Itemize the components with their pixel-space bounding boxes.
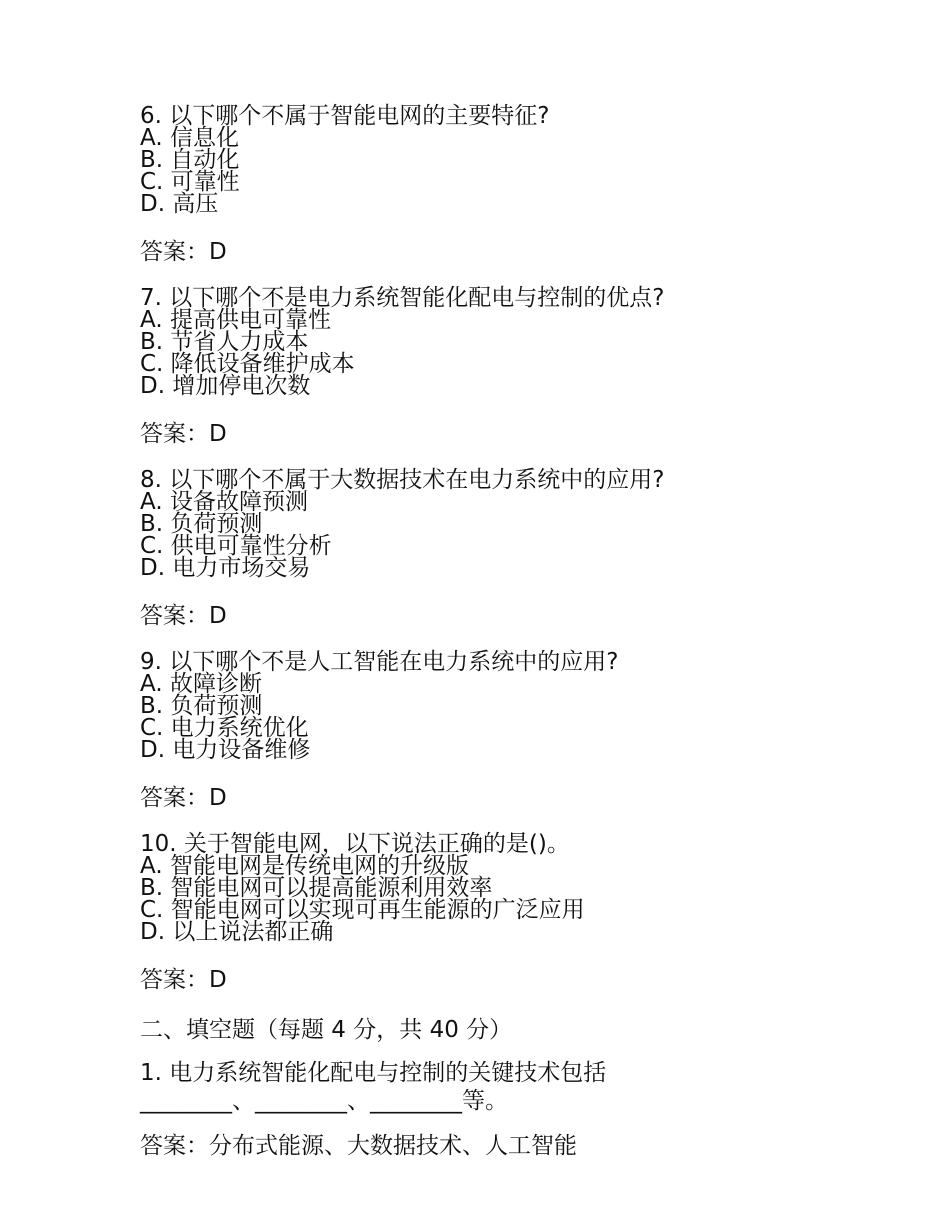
option-b: B. 负荷预测 bbox=[140, 693, 263, 719]
question-stem: 7. 以下哪个不是电力系统智能化配电与控制的优点? bbox=[140, 285, 665, 311]
option-d: D. 增加停电次数 bbox=[140, 373, 311, 399]
option-c: C. 智能电网可以实现可再生能源的广泛应用 bbox=[140, 897, 585, 923]
option-d: D. 电力市场交易 bbox=[140, 555, 311, 581]
section-title-fill-in: 二、填空题（每题 4 分，共 40 分） bbox=[140, 1017, 513, 1043]
option-d: D. 以上说法都正确 bbox=[140, 919, 334, 945]
option-a: A. 信息化 bbox=[140, 125, 239, 151]
option-c: C. 降低设备维护成本 bbox=[140, 351, 355, 377]
answer-text: 答案：D bbox=[140, 785, 227, 811]
option-a: A. 提高供电可靠性 bbox=[140, 307, 331, 333]
option-c: C. 供电可靠性分析 bbox=[140, 533, 332, 559]
option-b: B. 智能电网可以提高能源利用效率 bbox=[140, 875, 493, 901]
document-page bbox=[140, 105, 840, 1161]
question-stem: 6. 以下哪个不属于智能电网的主要特征? bbox=[140, 103, 550, 129]
option-b: B. 节省人力成本 bbox=[140, 329, 309, 355]
question-6 bbox=[140, 105, 840, 267]
option-a: A. 故障诊断 bbox=[140, 671, 262, 697]
option-a: A. 智能电网是传统电网的升级版 bbox=[140, 853, 469, 879]
fill-answer-text: 答案：分布式能源、大数据技术、人工智能 bbox=[140, 1133, 577, 1159]
option-c: C. 电力系统优化 bbox=[140, 715, 309, 741]
answer-text: 答案：D bbox=[140, 603, 227, 629]
question-stem: 9. 以下哪个不是人工智能在电力系统中的应用? bbox=[140, 649, 619, 675]
question-10 bbox=[140, 833, 840, 995]
question-9 bbox=[140, 651, 840, 813]
option-d: D. 电力设备维修 bbox=[140, 737, 311, 763]
question-7 bbox=[140, 287, 840, 449]
answer-text: 答案：D bbox=[140, 967, 227, 993]
answer-text: 答案：D bbox=[140, 421, 227, 447]
option-b: B. 自动化 bbox=[140, 147, 240, 173]
question-8 bbox=[140, 469, 840, 631]
question-stem: 8. 以下哪个不属于大数据技术在电力系统中的应用? bbox=[140, 467, 665, 493]
option-c: C. 可靠性 bbox=[140, 169, 240, 195]
fill-question-stem-line1: 1. 电力系统智能化配电与控制的关键技术包括 bbox=[140, 1060, 607, 1086]
answer-text: 答案：D bbox=[140, 239, 227, 265]
option-a: A. 设备故障预测 bbox=[140, 489, 308, 515]
fill-question-stem-line2: ________、________、________等。 bbox=[140, 1088, 508, 1114]
option-d: D. 高压 bbox=[140, 191, 219, 217]
question-stem: 10. 关于智能电网，以下说法正确的是()。 bbox=[140, 831, 570, 857]
option-b: B. 负荷预测 bbox=[140, 511, 263, 537]
fill-question-1 bbox=[140, 1059, 840, 1161]
